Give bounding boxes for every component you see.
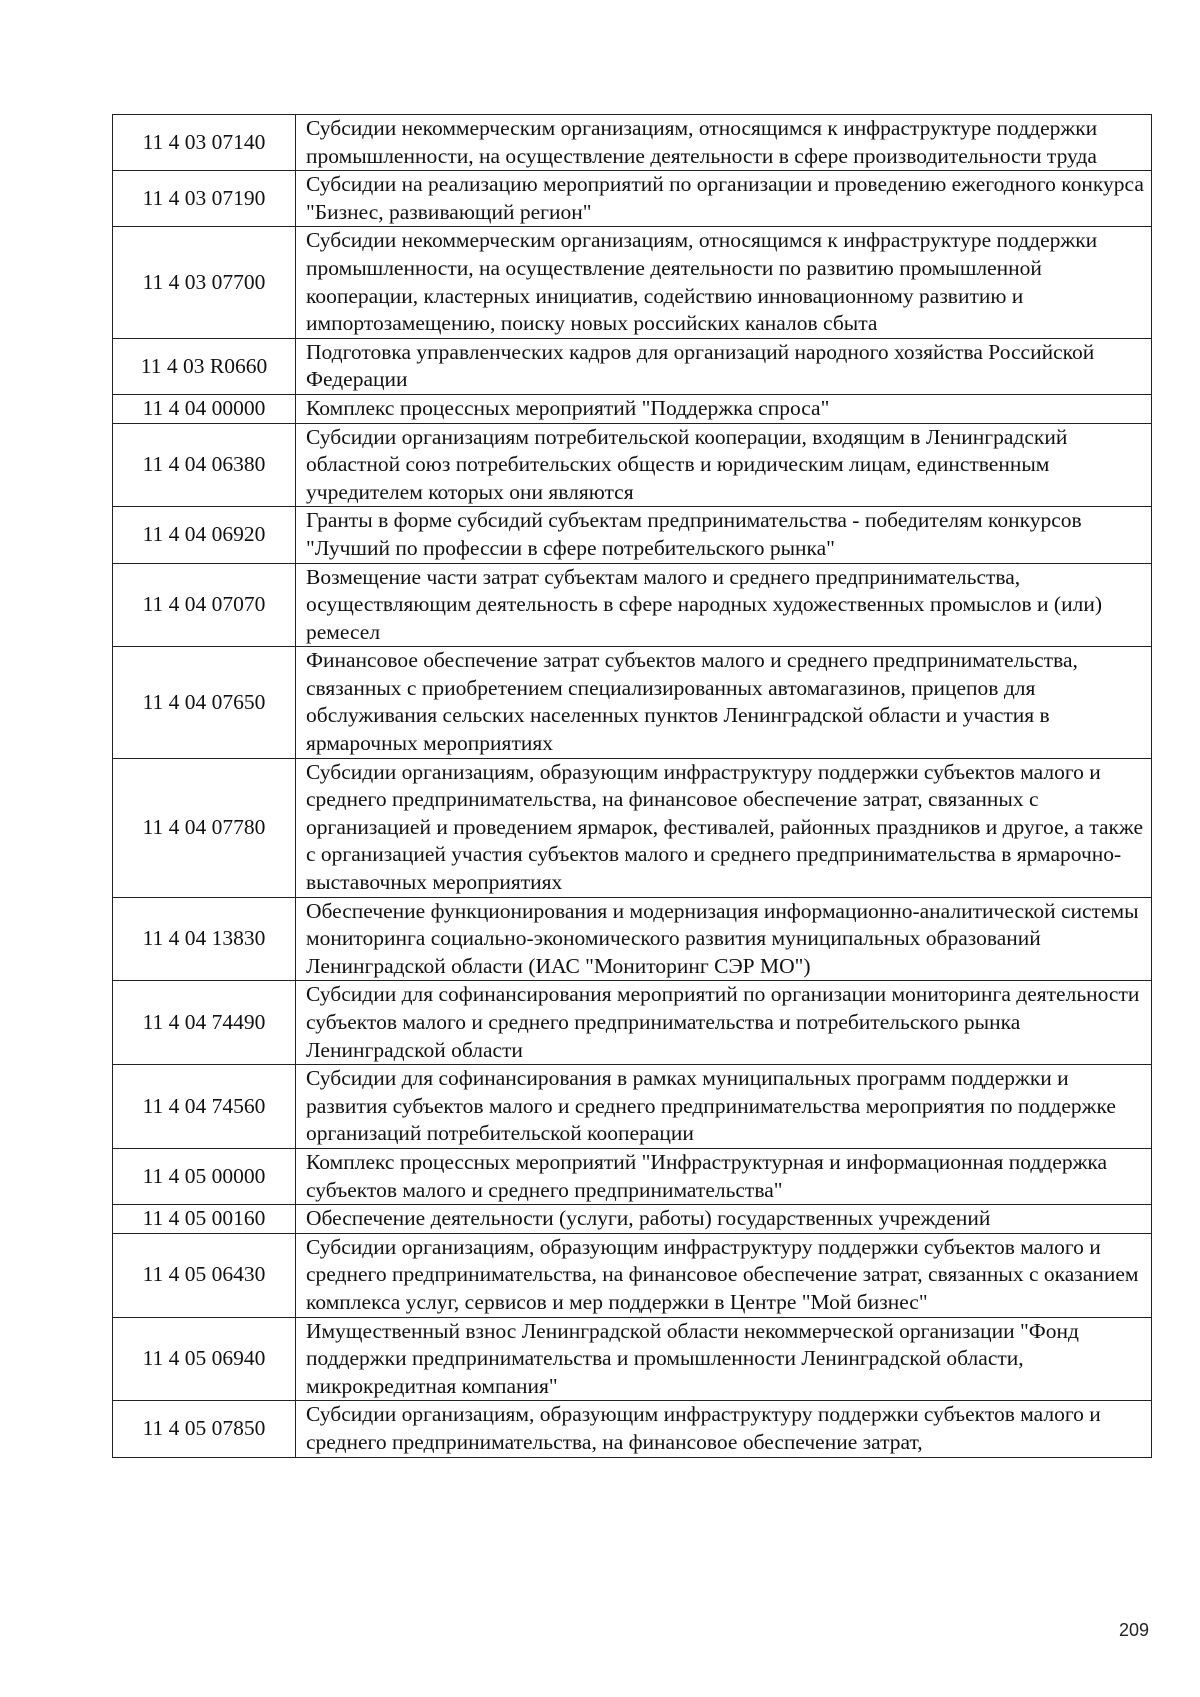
table-row xyxy=(113,563,1152,647)
row-code-cell: 11 4 05 00160 xyxy=(113,1205,296,1234)
row-name-cell: Подготовка управленческих кадров для организаций народного хозяйства Российской Федерации xyxy=(296,338,1152,394)
row-name-cell: Субсидии некоммерческим организациям, относящимся к инфраструктуре поддержки промышленности, на осуществление деятельности по развитию промышленной кооперации, кластерных инициатив, содействию инновационному развитию и импортозамещению, поиску новых российских каналов сбыта xyxy=(296,227,1152,338)
table-row xyxy=(113,115,1152,171)
row-code-cell: 11 4 04 06920 xyxy=(113,507,296,563)
table-row xyxy=(113,758,1152,897)
row-name-cell: Субсидии для софинансирования мероприятий по организации мониторинга деятельности субъектов малого и среднего предпринимательства и потребительского рынка Ленинградской области xyxy=(296,981,1152,1065)
table-row xyxy=(113,1065,1152,1149)
row-code-cell: 11 4 04 00000 xyxy=(113,394,296,423)
row-name-cell: Субсидии организациям, образующим инфраструктуру поддержки субъектов малого и среднего предпринимательства, на финансовое обеспечение затрат, xyxy=(296,1401,1152,1457)
row-code-cell: 11 4 04 74490 xyxy=(113,981,296,1065)
row-code-cell: 11 4 04 07780 xyxy=(113,758,296,897)
row-code-cell: 11 4 04 06380 xyxy=(113,423,296,507)
row-code-cell: 11 4 05 00000 xyxy=(113,1148,296,1204)
table-row xyxy=(113,1401,1152,1457)
row-name-cell: Обеспечение деятельности (услуги, работы) государственных учреждений xyxy=(296,1205,1152,1234)
page-number: 209 xyxy=(1118,1620,1149,1640)
table-row xyxy=(113,338,1152,394)
row-name-cell: Комплекс процессных мероприятий "Инфраструктурная и информационная поддержка субъектов малого и среднего предпринимательства" xyxy=(296,1148,1152,1204)
table-row xyxy=(113,1233,1152,1317)
table-row xyxy=(113,981,1152,1065)
row-code-cell: 11 4 05 07850 xyxy=(113,1401,296,1457)
row-name-cell: Субсидии организациям потребительской кооперации, входящим в Ленинградский областной союз потребительских обществ и юридическим лицам, единственным учредителем которых они являются xyxy=(296,423,1152,507)
row-name-cell: Субсидии организациям, образующим инфраструктуру поддержки субъектов малого и среднего предпринимательства, на финансовое обеспечение затрат, связанных с организацией и проведением ярмарок, фестивалей, районных праздников и другое, а также с организацией участия субъектов малого и среднего предпринимательства в ярмарочно-выставочных мероприятиях xyxy=(296,758,1152,897)
row-code-cell: 11 4 05 06940 xyxy=(113,1317,296,1401)
row-code-cell: 11 4 03 07700 xyxy=(113,227,296,338)
table-row xyxy=(113,1148,1152,1204)
table-row xyxy=(113,647,1152,758)
table-row xyxy=(113,171,1152,227)
table-row xyxy=(113,507,1152,563)
row-name-cell: Субсидии на реализацию мероприятий по организации и проведению ежегодного конкурса "Бизнес, развивающий регион" xyxy=(296,171,1152,227)
row-name-cell: Субсидии некоммерческим организациям, относящимся к инфраструктуре поддержки промышленности, на осуществление деятельности в сфере производительности труда xyxy=(296,115,1152,171)
table-row xyxy=(113,394,1152,423)
row-name-cell: Финансовое обеспечение затрат субъектов малого и среднего предпринимательства, связанных с приобретением специализированных автомагазинов, прицепов для обслуживания сельских населенных пунктов Ленинградской области и участия в ярмарочных мероприятиях xyxy=(296,647,1152,758)
row-name-cell: Имущественный взнос Ленинградской области некоммерческой организации "Фонд поддержки предпринимательства и промышленности Ленинградской области, микрокредитная компания" xyxy=(296,1317,1152,1401)
table-row xyxy=(113,1317,1152,1401)
row-code-cell: 11 4 04 07650 xyxy=(113,647,296,758)
row-code-cell: 11 4 05 06430 xyxy=(113,1233,296,1317)
row-name-cell: Субсидии для софинансирования в рамках муниципальных программ поддержки и развития субъектов малого и среднего предпринимательства мероприятия по поддержке организаций потребительской кооперации xyxy=(296,1065,1152,1149)
row-name-cell: Обеспечение функционирования и модернизация информационно-аналитической системы мониторинга социально-экономического развития муниципальных образований Ленинградской области (ИАС "Мониторинг СЭР МО") xyxy=(296,897,1152,981)
table-body xyxy=(113,115,1152,1458)
table-row xyxy=(113,227,1152,338)
table-row xyxy=(113,897,1152,981)
row-name-cell: Комплекс процессных мероприятий "Поддержка спроса" xyxy=(296,394,1152,423)
row-name-cell: Субсидии организациям, образующим инфраструктуру поддержки субъектов малого и среднего предпринимательства, на финансовое обеспечение затрат, связанных с оказанием комплекса услуг, сервисов и мер поддержки в Центре "Мой бизнес" xyxy=(296,1233,1152,1317)
row-code-cell: 11 4 04 07070 xyxy=(113,563,296,647)
table-row xyxy=(113,423,1152,507)
row-code-cell: 11 4 04 13830 xyxy=(113,897,296,981)
table-row xyxy=(113,1205,1152,1234)
row-name-cell: Гранты в форме субсидий субъектам предпринимательства - победителям конкурсов "Лучший по профессии в сфере потребительского рынка" xyxy=(296,507,1152,563)
row-code-cell: 11 4 04 74560 xyxy=(113,1065,296,1149)
row-name-cell: Возмещение части затрат субъектам малого и среднего предпринимательства, осуществляющим деятельность в сфере народных художественных промыслов и (или) ремесел xyxy=(296,563,1152,647)
row-code-cell: 11 4 03 R0660 xyxy=(113,338,296,394)
row-code-cell: 11 4 03 07190 xyxy=(113,171,296,227)
row-code-cell: 11 4 03 07140 xyxy=(113,115,296,171)
classification-table xyxy=(112,114,1152,1458)
